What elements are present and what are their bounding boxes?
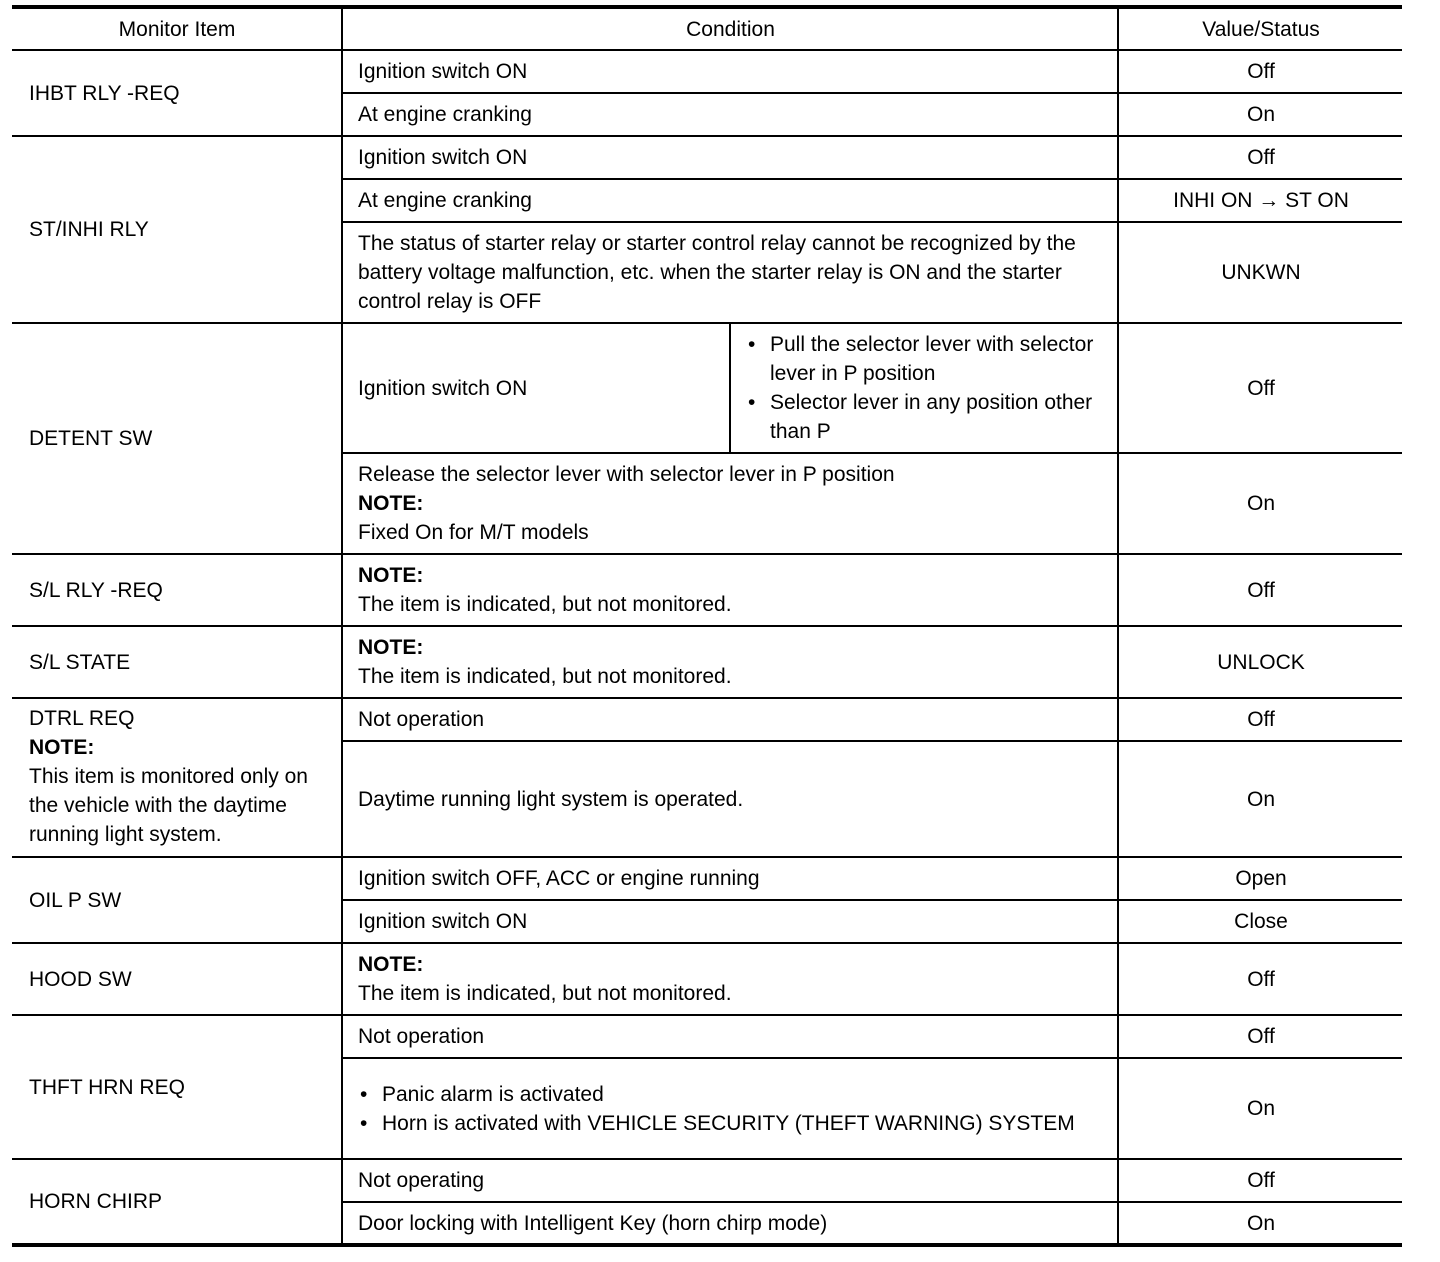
condition-text: Release the selector lever with selector lever in P position xyxy=(358,463,895,486)
bullet-item: • Horn is activated with VEHICLE SECURITY (THEFT WARNING) SYSTEM xyxy=(358,1109,1103,1138)
table-row xyxy=(12,136,1402,179)
monitor-table-wrapper xyxy=(12,5,1402,1247)
value-cell: INHI ON → ST ON xyxy=(1118,179,1402,222)
value-cell: UNLOCK xyxy=(1118,626,1402,698)
table-row xyxy=(12,1015,1402,1058)
monitor-item: IHBT RLY -REQ xyxy=(12,50,342,136)
note-label: NOTE: xyxy=(358,492,424,515)
condition-cell: At engine cranking xyxy=(342,179,1118,222)
value-cell: Off xyxy=(1118,323,1402,453)
table-row xyxy=(12,554,1402,626)
table-row xyxy=(12,626,1402,698)
bullet-item: • Pull the selector lever with selector lever in P position xyxy=(746,330,1103,388)
bullet-item: • Panic alarm is activated xyxy=(358,1080,1103,1109)
monitor-items-table xyxy=(12,5,1402,1247)
monitor-item: ST/INHI RLY xyxy=(12,136,342,323)
value-cell: On xyxy=(1118,93,1402,136)
condition-bullet-list xyxy=(746,330,1103,446)
table-row xyxy=(12,698,1402,741)
condition-cell: Not operating xyxy=(342,1159,1118,1202)
condition-bullet-list xyxy=(358,1080,1103,1138)
note-label: NOTE: xyxy=(358,564,424,587)
condition-cell: Not operation xyxy=(342,1015,1118,1058)
note-text: This item is monitored only on the vehicle with the daytime running light system. xyxy=(29,765,308,846)
condition-cell xyxy=(342,1058,1118,1159)
condition-cell xyxy=(342,453,1118,554)
condition-cell: At engine cranking xyxy=(342,93,1118,136)
header-monitor-item: Monitor Item xyxy=(12,7,342,50)
value-cell: On xyxy=(1118,1202,1402,1245)
condition-detail-cell xyxy=(730,323,1118,453)
note-label: NOTE: xyxy=(29,736,95,759)
condition-cell xyxy=(342,626,1118,698)
table-row xyxy=(12,943,1402,1015)
table-row xyxy=(12,323,1402,453)
value-cell: Off xyxy=(1118,136,1402,179)
note-label: NOTE: xyxy=(358,636,424,659)
value-cell: On xyxy=(1118,1058,1402,1159)
condition-cell: The status of starter relay or starter control relay cannot be recognized by the battery voltage malfunction, etc. when the starter relay is ON and the starter control relay is OFF xyxy=(342,222,1118,323)
condition-cell: Ignition switch ON xyxy=(342,136,1118,179)
condition-cell: Door locking with Intelligent Key (horn chirp mode) xyxy=(342,1202,1118,1245)
condition-cell: Ignition switch ON xyxy=(342,900,1118,943)
value-cell: Off xyxy=(1118,554,1402,626)
condition-cell: Daytime running light system is operated. xyxy=(342,741,1118,857)
condition-cell: Not operation xyxy=(342,698,1118,741)
note-text: The item is indicated, but not monitored. xyxy=(358,665,732,688)
value-cell: Off xyxy=(1118,943,1402,1015)
bullet-item: • Selector lever in any position other than P xyxy=(746,388,1103,446)
monitor-item: DETENT SW xyxy=(12,323,342,554)
table-row xyxy=(12,857,1402,900)
table-row xyxy=(12,50,1402,93)
condition-cell xyxy=(342,943,1118,1015)
value-cell: Off xyxy=(1118,1159,1402,1202)
monitor-item-name: DTRL REQ xyxy=(29,707,135,730)
condition-cell xyxy=(342,554,1118,626)
monitor-item: S/L STATE xyxy=(12,626,342,698)
header-row xyxy=(12,7,1402,50)
header-condition: Condition xyxy=(342,7,1118,50)
monitor-item: OIL P SW xyxy=(12,857,342,943)
monitor-item: THFT HRN REQ xyxy=(12,1015,342,1159)
value-cell: Open xyxy=(1118,857,1402,900)
header-value-status: Value/Status xyxy=(1118,7,1402,50)
condition-cell: Ignition switch ON xyxy=(342,50,1118,93)
value-cell: Off xyxy=(1118,698,1402,741)
value-cell: Off xyxy=(1118,50,1402,93)
monitor-item: HOOD SW xyxy=(12,943,342,1015)
note-label: NOTE: xyxy=(358,953,424,976)
value-cell: On xyxy=(1118,741,1402,857)
note-text: The item is indicated, but not monitored. xyxy=(358,982,732,1005)
value-cell: Close xyxy=(1118,900,1402,943)
monitor-item: HORN CHIRP xyxy=(12,1159,342,1245)
monitor-item xyxy=(12,698,342,857)
table-row xyxy=(12,1159,1402,1202)
note-text: Fixed On for M/T models xyxy=(358,521,589,544)
value-cell: UNKWN xyxy=(1118,222,1402,323)
value-cell: On xyxy=(1118,453,1402,554)
condition-cell: Ignition switch ON xyxy=(342,323,730,453)
monitor-item: S/L RLY -REQ xyxy=(12,554,342,626)
note-text: The item is indicated, but not monitored. xyxy=(358,593,732,616)
condition-cell: Ignition switch OFF, ACC or engine running xyxy=(342,857,1118,900)
value-cell: Off xyxy=(1118,1015,1402,1058)
